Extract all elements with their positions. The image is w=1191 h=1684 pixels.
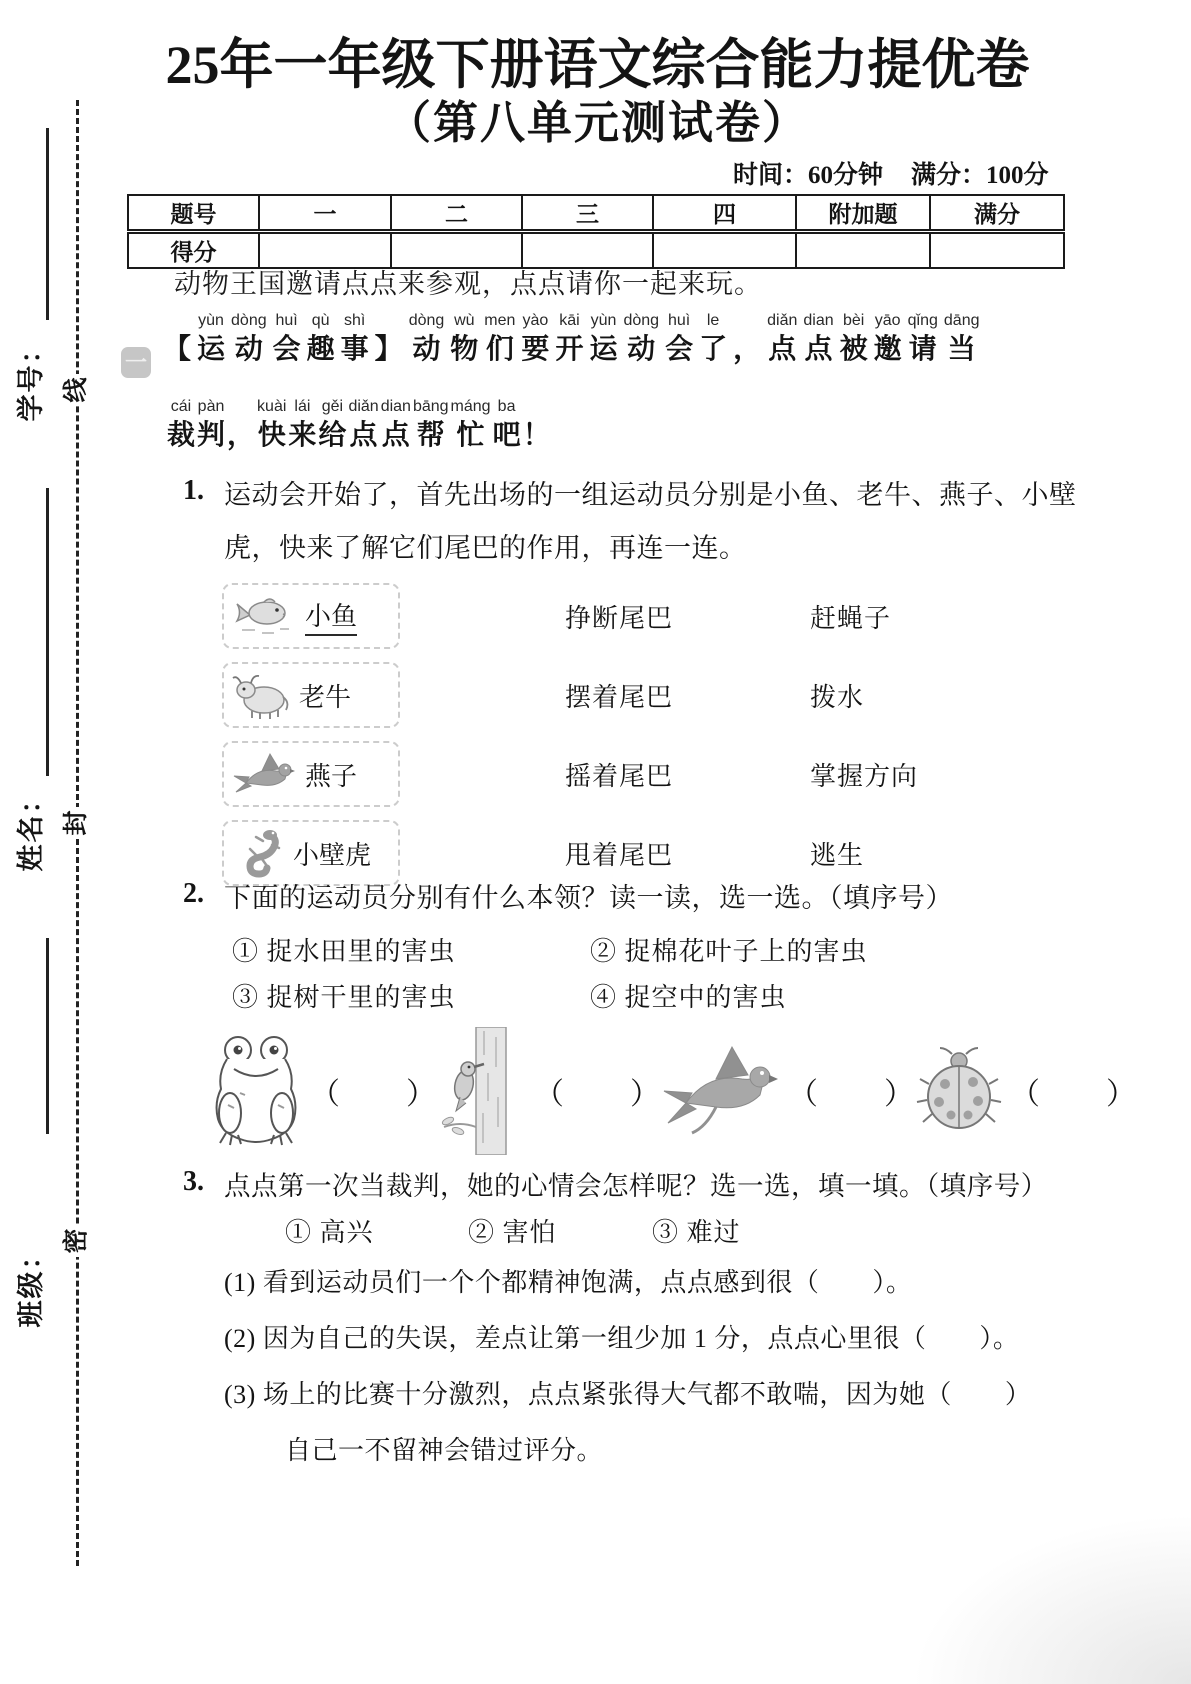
hanzi: 物 [450, 333, 479, 364]
class-label: 班级： [16, 1240, 46, 1328]
col-question-number: 题号 [128, 195, 259, 232]
q1-number: 1. [183, 475, 204, 506]
pinyin-hanzi-pair [589, 310, 617, 366]
pinyin: yāo [874, 312, 901, 329]
hanzi: 被 [839, 333, 868, 364]
pinyin: qǐng [907, 312, 938, 329]
pinyin: dòng [408, 312, 445, 329]
hanzi: 动 [412, 333, 441, 364]
score-table [127, 194, 1065, 269]
q3-item-2: (2) 因为自己的失误，差点让第一组少加 1 分，点点心里很（ ）。 [224, 1324, 1020, 1353]
pinyin: kuài [257, 398, 287, 415]
pinyin: yùn [198, 312, 224, 329]
q2-number: 2. [183, 878, 204, 909]
hanzi: 【 [163, 333, 192, 364]
pinyin: pàn [197, 398, 225, 415]
pinyin-hanzi-pair [733, 310, 761, 366]
match-action: 摆着尾巴 [565, 683, 674, 712]
pinyin-hanzi-pair [257, 396, 286, 452]
hanzi: 会 [272, 333, 301, 364]
hanzi: 们 [485, 333, 514, 364]
class-blank-line [46, 938, 49, 1134]
fish-icon [232, 595, 296, 637]
pinyin-hanzi-pair [803, 310, 833, 366]
pinyin: huì [667, 312, 691, 329]
hanzi: 点 [349, 419, 378, 450]
swallow-label: 燕子 [305, 761, 358, 791]
pinyin-hanzi-pair [665, 310, 693, 366]
col-part-2: 二 [391, 195, 522, 232]
match-action: 摇着尾巴 [565, 762, 674, 791]
ladybug-icon [916, 1044, 1002, 1138]
hanzi: 点 [768, 333, 797, 364]
student-id-label: 学号： [16, 334, 46, 422]
q2-text: 下面的运动员分别有什么本领？读一读，选一选。（填序号） [224, 883, 953, 913]
q2-option-3: ③ 捉树干里的害虫 [232, 983, 456, 1012]
pinyin-hanzi-pair [699, 310, 727, 366]
hanzi: 邀 [873, 333, 902, 364]
exam-info [733, 155, 1049, 191]
pinyin: yùn [590, 312, 617, 329]
pinyin: cái [170, 398, 192, 415]
pinyin: yào [522, 312, 549, 329]
match-action: 甩着尾巴 [565, 841, 674, 870]
seal-char-mi: 密 [60, 1225, 94, 1257]
hanzi: 开 [555, 333, 584, 364]
pinyin: ba [497, 398, 516, 415]
q3-option-sad: ③ 难过 [652, 1218, 741, 1247]
pinyin-hanzi-pair [451, 396, 491, 452]
time-limit: 时间：60分钟 [733, 162, 884, 189]
q2-group-swallow [662, 1041, 916, 1141]
hanzi: 来 [288, 419, 317, 450]
q2-animal-blanks [210, 1016, 1138, 1166]
q3-item-1: (1) 看到运动员们一个个都精神饱满，点点感到很（ ）。 [224, 1268, 913, 1297]
q2-option-4: ④ 捉空中的害虫 [590, 983, 787, 1012]
pinyin-hanzi-pair [484, 310, 515, 366]
q2-blank-woodpecker: （ ） [534, 1078, 662, 1111]
pinyin-hanzi-pair [555, 310, 583, 366]
q2-blank-ladybug: （ ） [1010, 1078, 1138, 1111]
pinyin-hanzi-pair [348, 396, 378, 452]
pinyin-hanzi-pair [840, 310, 868, 366]
pinyin-hanzi-pair [227, 396, 255, 452]
pinyin-hanzi-pair [944, 310, 980, 366]
hanzi: 了 [699, 333, 728, 364]
q2-option-2: ② 捉棉花叶子上的害虫 [590, 937, 868, 966]
pinyin-hanzi-pair [450, 310, 478, 366]
swallow-icon [232, 751, 296, 797]
q2-blank-frog: （ ） [310, 1078, 438, 1111]
q3-option-happy: ① 高兴 [285, 1218, 374, 1247]
pinyin: huì [275, 312, 298, 329]
ox-label: 老牛 [299, 682, 352, 712]
pinyin-hanzi-pair [767, 310, 797, 366]
name-label: 姓名： [16, 784, 46, 872]
pinyin-hanzi-pair [273, 310, 301, 366]
hanzi: ， [733, 333, 762, 364]
student-id-blank-line [46, 128, 49, 320]
pinyin: dian [380, 398, 411, 415]
ox-icon [232, 670, 290, 720]
hanzi: 给 [318, 419, 347, 450]
pinyin-hanzi-pair [623, 310, 659, 366]
q3-option-afraid: ② 害怕 [468, 1218, 557, 1247]
hanzi: 点 [381, 419, 410, 450]
q2-option-1: ① 捉水田里的害虫 [232, 937, 456, 966]
pinyin-hanzi-pair [318, 396, 346, 452]
match-function: 掌握方向 [810, 762, 919, 791]
hanzi: 帮 [416, 419, 445, 450]
hanzi: 动 [627, 333, 656, 364]
swallow-card [222, 741, 400, 807]
hanzi: 点 [804, 333, 833, 364]
page-title: 25年一年级下册语文综合能力提优卷 [165, 35, 1030, 95]
pinyin: lái [294, 398, 311, 415]
pinyin-hanzi-pair [197, 396, 225, 452]
q1-matching-exercise [222, 578, 982, 894]
col-part-1: 一 [259, 195, 391, 232]
q3-item-3-line-1: (3) 场上的比赛十分激烈，点点紧张得大气都不敢喘，因为她（ ） [224, 1380, 1032, 1409]
hanzi: 当 [947, 333, 976, 364]
q3-number: 3. [183, 1166, 204, 1197]
score-cell [930, 232, 1064, 269]
col-bonus: 附加题 [796, 195, 930, 232]
pinyin-hanzi-pair [413, 396, 449, 452]
pinyin: men [484, 312, 516, 329]
scan-shadow [911, 1514, 1191, 1684]
section-one-number: 一 [124, 349, 147, 375]
hanzi: 请 [908, 333, 937, 364]
match-row-ox [222, 657, 982, 736]
hanzi: 趣 [306, 333, 335, 364]
pinyin: máng [450, 398, 491, 415]
pinyin: wù [454, 312, 475, 329]
intro-text: 动物王国邀请点点来参观，点点请你一起来玩。 [174, 269, 762, 299]
hanzi: 裁 [167, 419, 196, 450]
pinyin-hanzi-pair [874, 310, 902, 366]
q2-blank-swallow: （ ） [788, 1078, 916, 1111]
pinyin-hanzi-pair [197, 310, 225, 366]
full-score: 满分：100分 [911, 162, 1049, 189]
hanzi: 动 [234, 333, 263, 364]
pinyin: qù [311, 312, 330, 329]
pinyin-hanzi-pair [341, 310, 369, 366]
match-action: 挣断尾巴 [565, 604, 674, 633]
match-function: 逃生 [810, 841, 865, 870]
fish-card [222, 583, 400, 649]
pinyin: bāng [412, 398, 449, 415]
pinyin: bèi [842, 312, 865, 329]
hanzi: 要 [521, 333, 550, 364]
pinyin-hanzi-pair [409, 310, 445, 366]
pinyin-hanzi-pair [493, 396, 521, 452]
pinyin-hanzi-pair [288, 396, 316, 452]
frog-icon [210, 1033, 302, 1149]
col-part-4: 四 [653, 195, 796, 232]
pinyin: le [706, 312, 720, 329]
pinyin-hanzi-pair [231, 310, 267, 366]
q2-group-frog [210, 1033, 438, 1149]
score-table-header-row [128, 195, 1064, 232]
hanzi: ！ [522, 419, 551, 450]
hanzi: ， [227, 419, 256, 450]
q2-group-woodpecker [438, 1027, 662, 1155]
seal-char-feng: 封 [60, 807, 94, 839]
q3-text: 点点第一次当裁判，她的心情会怎样呢？选一选，填一填。（填序号） [224, 1171, 1048, 1201]
gecko-label: 小壁虎 [293, 840, 372, 870]
pinyin: shì [343, 312, 366, 329]
pinyin-hanzi-pair [381, 396, 411, 452]
match-function: 赶蝇子 [810, 604, 892, 633]
match-row-swallow [222, 736, 982, 815]
section-one-badge [121, 347, 151, 378]
pinyin-hanzi-pair [167, 396, 195, 452]
col-part-3: 三 [522, 195, 653, 232]
q2-group-ladybug [916, 1044, 1138, 1138]
match-row-fish [222, 578, 982, 657]
pinyin-hanzi-pair [521, 310, 549, 366]
q1-text: 运动会开始了，首先出场的一组运动员分别是小鱼、老牛、燕子、小壁虎，快来了解它们尾巴的作用，再连一连。 [224, 480, 1077, 563]
hanzi: 忙 [456, 419, 485, 450]
pinyin-hanzi-pair [908, 310, 938, 366]
seal-char-xian: 线 [60, 374, 94, 406]
pinyin: dāng [943, 312, 980, 329]
score-row-label: 得分 [128, 232, 259, 269]
pinyin: gěi [321, 398, 344, 415]
swallow-icon [662, 1041, 780, 1141]
section-heading-line-2 [166, 396, 552, 452]
hanzi: 判 [197, 419, 226, 450]
pinyin-hanzi-pair [523, 396, 551, 452]
page-subtitle: （第八单元测试卷） [385, 98, 809, 148]
hanzi: 快 [257, 419, 286, 450]
match-function: 拨水 [810, 683, 865, 712]
pinyin: dòng [231, 312, 267, 329]
pinyin-hanzi-pair [307, 310, 335, 366]
col-total: 满分 [930, 195, 1064, 232]
pinyin: kāi [559, 312, 580, 329]
fish-label: 小鱼 [305, 596, 357, 636]
woodpecker-icon [438, 1027, 526, 1155]
pinyin-hanzi-pair [163, 310, 191, 366]
hanzi: 事 [340, 333, 369, 364]
q3-item-3-line-2: 自己一不留神会错过评分。 [285, 1436, 604, 1465]
score-cell [796, 232, 930, 269]
ox-card [222, 662, 400, 728]
hanzi: 会 [665, 333, 694, 364]
hanzi: 吧 [492, 419, 521, 450]
hanzi: 运 [197, 333, 226, 364]
hanzi: 】 [374, 333, 403, 364]
pinyin: dòng [623, 312, 660, 329]
pinyin: diǎn [348, 398, 379, 415]
pinyin: diǎn [767, 312, 798, 329]
pinyin-hanzi-pair [375, 310, 403, 366]
hanzi: 运 [589, 333, 618, 364]
section-heading-line-1 [160, 310, 982, 366]
name-blank-line [46, 488, 49, 776]
pinyin: dian [803, 312, 834, 329]
